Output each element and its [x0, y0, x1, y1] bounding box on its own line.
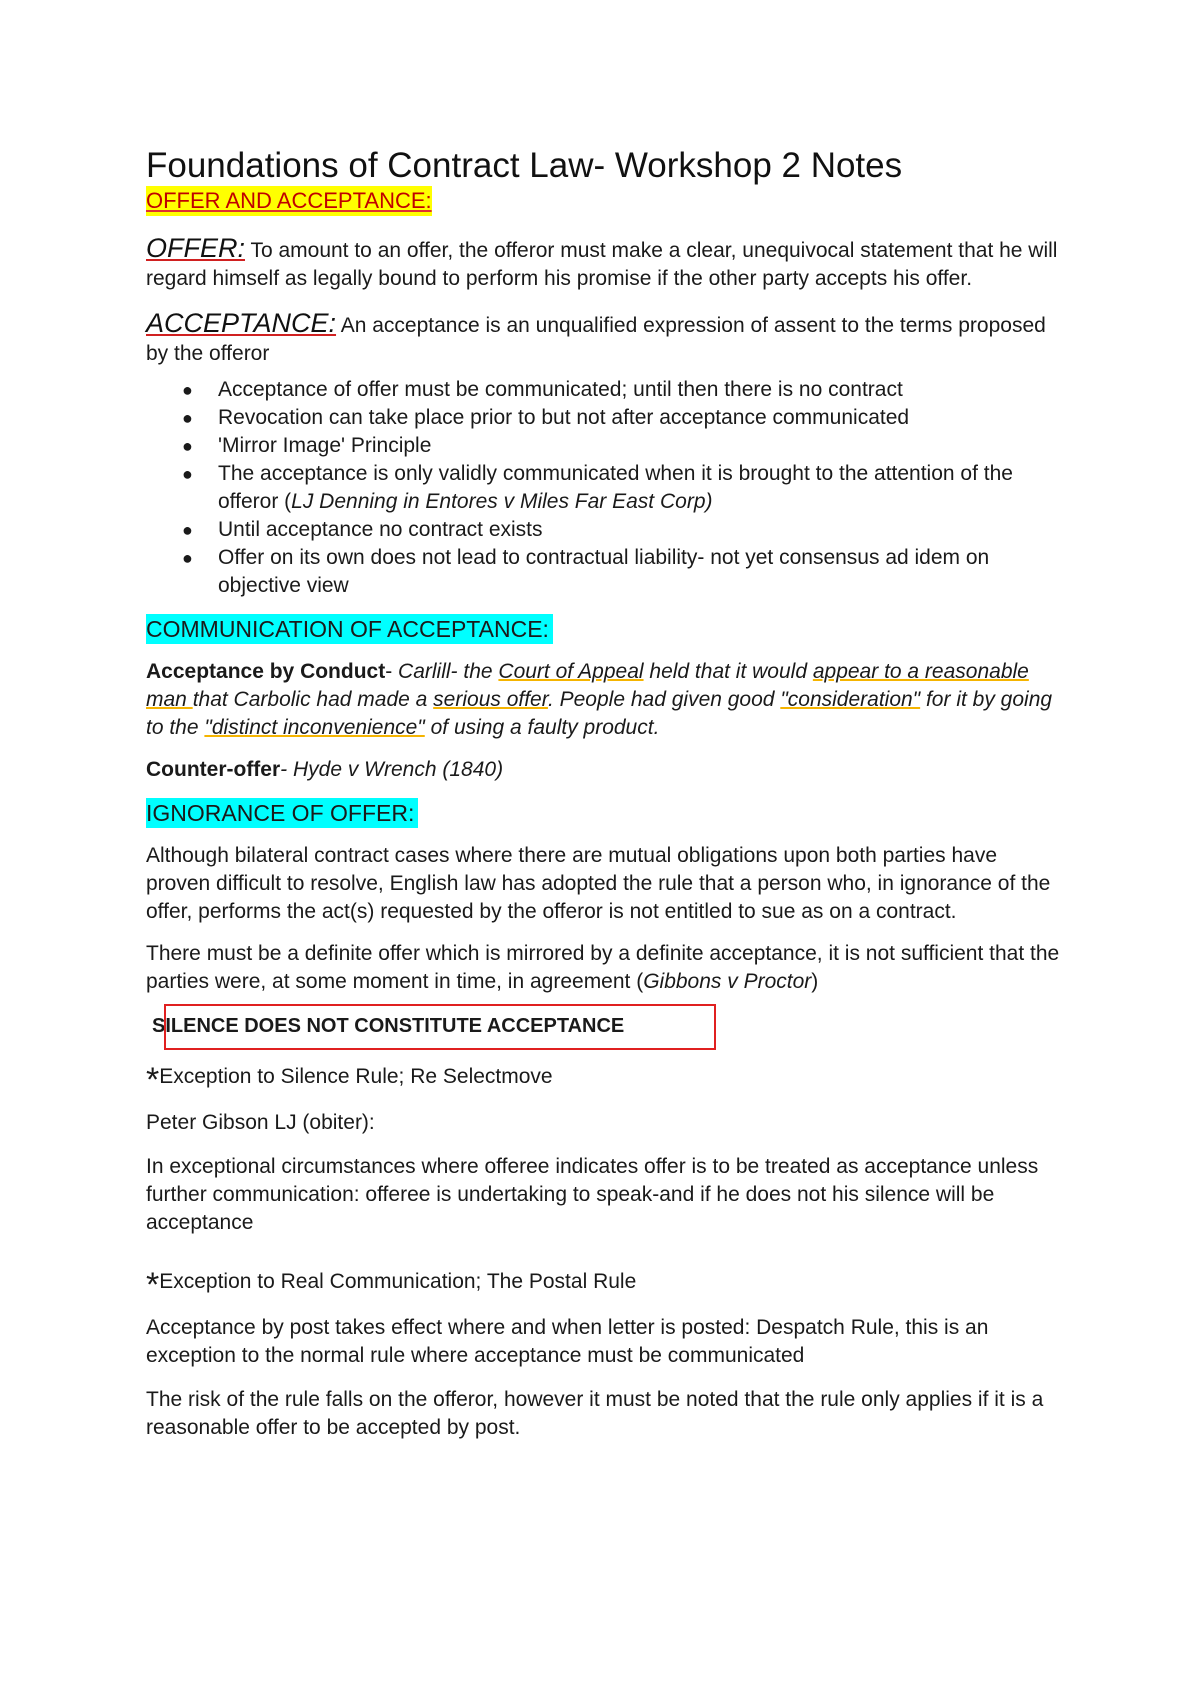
postal-paragraph-2: The risk of the rule falls on the offeror, however it must be noted that the rule only applies if it is a reasonable offer to be accepted by post.	[146, 1388, 1044, 1439]
offer-text: To amount to an offer, the offeror must make a clear, unequivocal statement that he will regard himself as legally bound to perform his promise if the other party accepts his offer.	[146, 239, 1058, 290]
offer-acceptance-heading-wrap	[146, 186, 1066, 216]
text-run: for it by going to the	[146, 688, 1053, 739]
text-run: There must be a definite offer which is mirrored by a definite acceptance, it is not sufficient that the parties were, at some moment in time, in agreement (	[146, 942, 1060, 993]
acceptance-term: ACCEPTANCE:	[146, 308, 337, 338]
ignorance-paragraph-1: Although bilateral contract cases where there are mutual obligations upon both parties have proven difficult to resolve, English law has adopted the rule that a person who, in ignorance of the offer, performs the act(s) requested by the offeror is not entitled to sue as on a contract.	[146, 844, 1051, 923]
text-run: )	[811, 970, 819, 993]
list-item	[146, 432, 1066, 460]
bullet-icon: ●	[182, 408, 193, 428]
counter-offer-paragraph	[146, 756, 1066, 784]
conduct-paragraph	[146, 658, 1066, 742]
communication-heading-wrap	[146, 614, 1066, 644]
silence-heading: SILENCE DOES NOT CONSTITUTE ACCEPTANCE	[152, 1015, 625, 1037]
acceptance-text: An acceptance is an unqualified expression of assent to the terms proposed by the offeror	[146, 314, 1046, 365]
bullet-icon: ●	[182, 464, 193, 484]
conduct-label: Acceptance by Conduct	[146, 660, 386, 683]
offer-term: OFFER:	[146, 233, 245, 263]
ignorance-paragraph-2	[146, 940, 1066, 996]
bullet-icon: ●	[182, 436, 193, 456]
court-of-appeal: Court of Appeal	[498, 660, 644, 683]
text-run: of using a faulty product.	[424, 716, 660, 739]
list-item-text: Until acceptance no contract exists	[218, 518, 543, 541]
reasonable-man: appear to a reasonable man	[146, 660, 1029, 711]
list-item-text: 'Mirror Image' Principle	[218, 434, 432, 457]
exception-silence-paragraph	[146, 1061, 1066, 1099]
acceptance-bullet-list	[146, 376, 1066, 600]
list-item-text: Acceptance of offer must be communicated; until then there is no contract	[218, 378, 903, 401]
exception-postal-paragraph	[146, 1266, 1066, 1304]
list-item-text: Offer on its own does not lead to contractual liability- not yet consensus ad idem on objective view	[218, 546, 990, 597]
bullet-icon: ●	[182, 380, 193, 400]
distinct-inconvenience: "distinct inconvenience"	[204, 716, 425, 739]
star-icon: *	[146, 1061, 160, 1099]
list-item	[146, 544, 1066, 600]
exceptional-paragraph: In exceptional circumstances where offeree indicates offer is to be treated as acceptance unless further communication: offeree is undertaking to speak-and if he does not his silence will be acceptance	[146, 1155, 1039, 1234]
communication-heading: COMMUNICATION OF ACCEPTANCE:	[146, 614, 553, 644]
list-item-text: The acceptance is only validly communicated when it is brought to the attention of the offeror (	[218, 462, 1013, 513]
consideration: "consideration"	[780, 688, 921, 711]
text-run: . People had given good	[547, 688, 781, 711]
postal-paragraph-1: Acceptance by post takes effect where and when letter is posted: Despatch Rule, this is an exception to the normal rule where acceptance must be communicated	[146, 1316, 989, 1367]
page-title: Foundations of Contract Law- Workshop 2 Notes	[146, 146, 903, 185]
exception-silence-text: Exception to Silence Rule; Re Selectmove	[159, 1065, 553, 1088]
serious-offer: serious offer	[433, 688, 548, 711]
acceptance-paragraph	[146, 309, 1066, 368]
list-item	[146, 460, 1066, 516]
list-item	[146, 404, 1066, 432]
case-citation: - Hyde v Wrench (1840)	[280, 758, 504, 781]
ignorance-heading-wrap	[146, 798, 1066, 828]
counter-offer-label: Counter-offer	[146, 758, 281, 781]
list-item	[146, 376, 1066, 404]
document-body	[146, 146, 1066, 1442]
list-item-text: Revocation can take place prior to but not after acceptance communicated	[218, 406, 910, 429]
silence-highlight-box	[164, 1004, 716, 1050]
bullet-icon: ●	[182, 548, 193, 568]
ignorance-heading: IGNORANCE OF OFFER:	[146, 798, 418, 828]
bullet-icon: ●	[182, 520, 193, 540]
text-run: that Carbolic had made a	[192, 688, 434, 711]
case-citation: LJ Denning in Entores v Miles Far East Corp)	[291, 490, 713, 513]
star-icon: *	[146, 1266, 160, 1304]
offer-paragraph	[146, 234, 1066, 293]
text-run: Carlill- the	[398, 660, 499, 683]
text-run: held that it would	[643, 660, 813, 683]
list-item	[146, 516, 1066, 544]
peter-gibson-paragraph: Peter Gibson LJ (obiter):	[146, 1111, 375, 1134]
dash: -	[385, 660, 399, 683]
case-citation: Gibbons v Proctor	[643, 970, 812, 993]
exception-postal-text: Exception to Real Communication; The Postal Rule	[159, 1270, 637, 1293]
offer-acceptance-heading: OFFER AND ACCEPTANCE:	[146, 186, 432, 216]
